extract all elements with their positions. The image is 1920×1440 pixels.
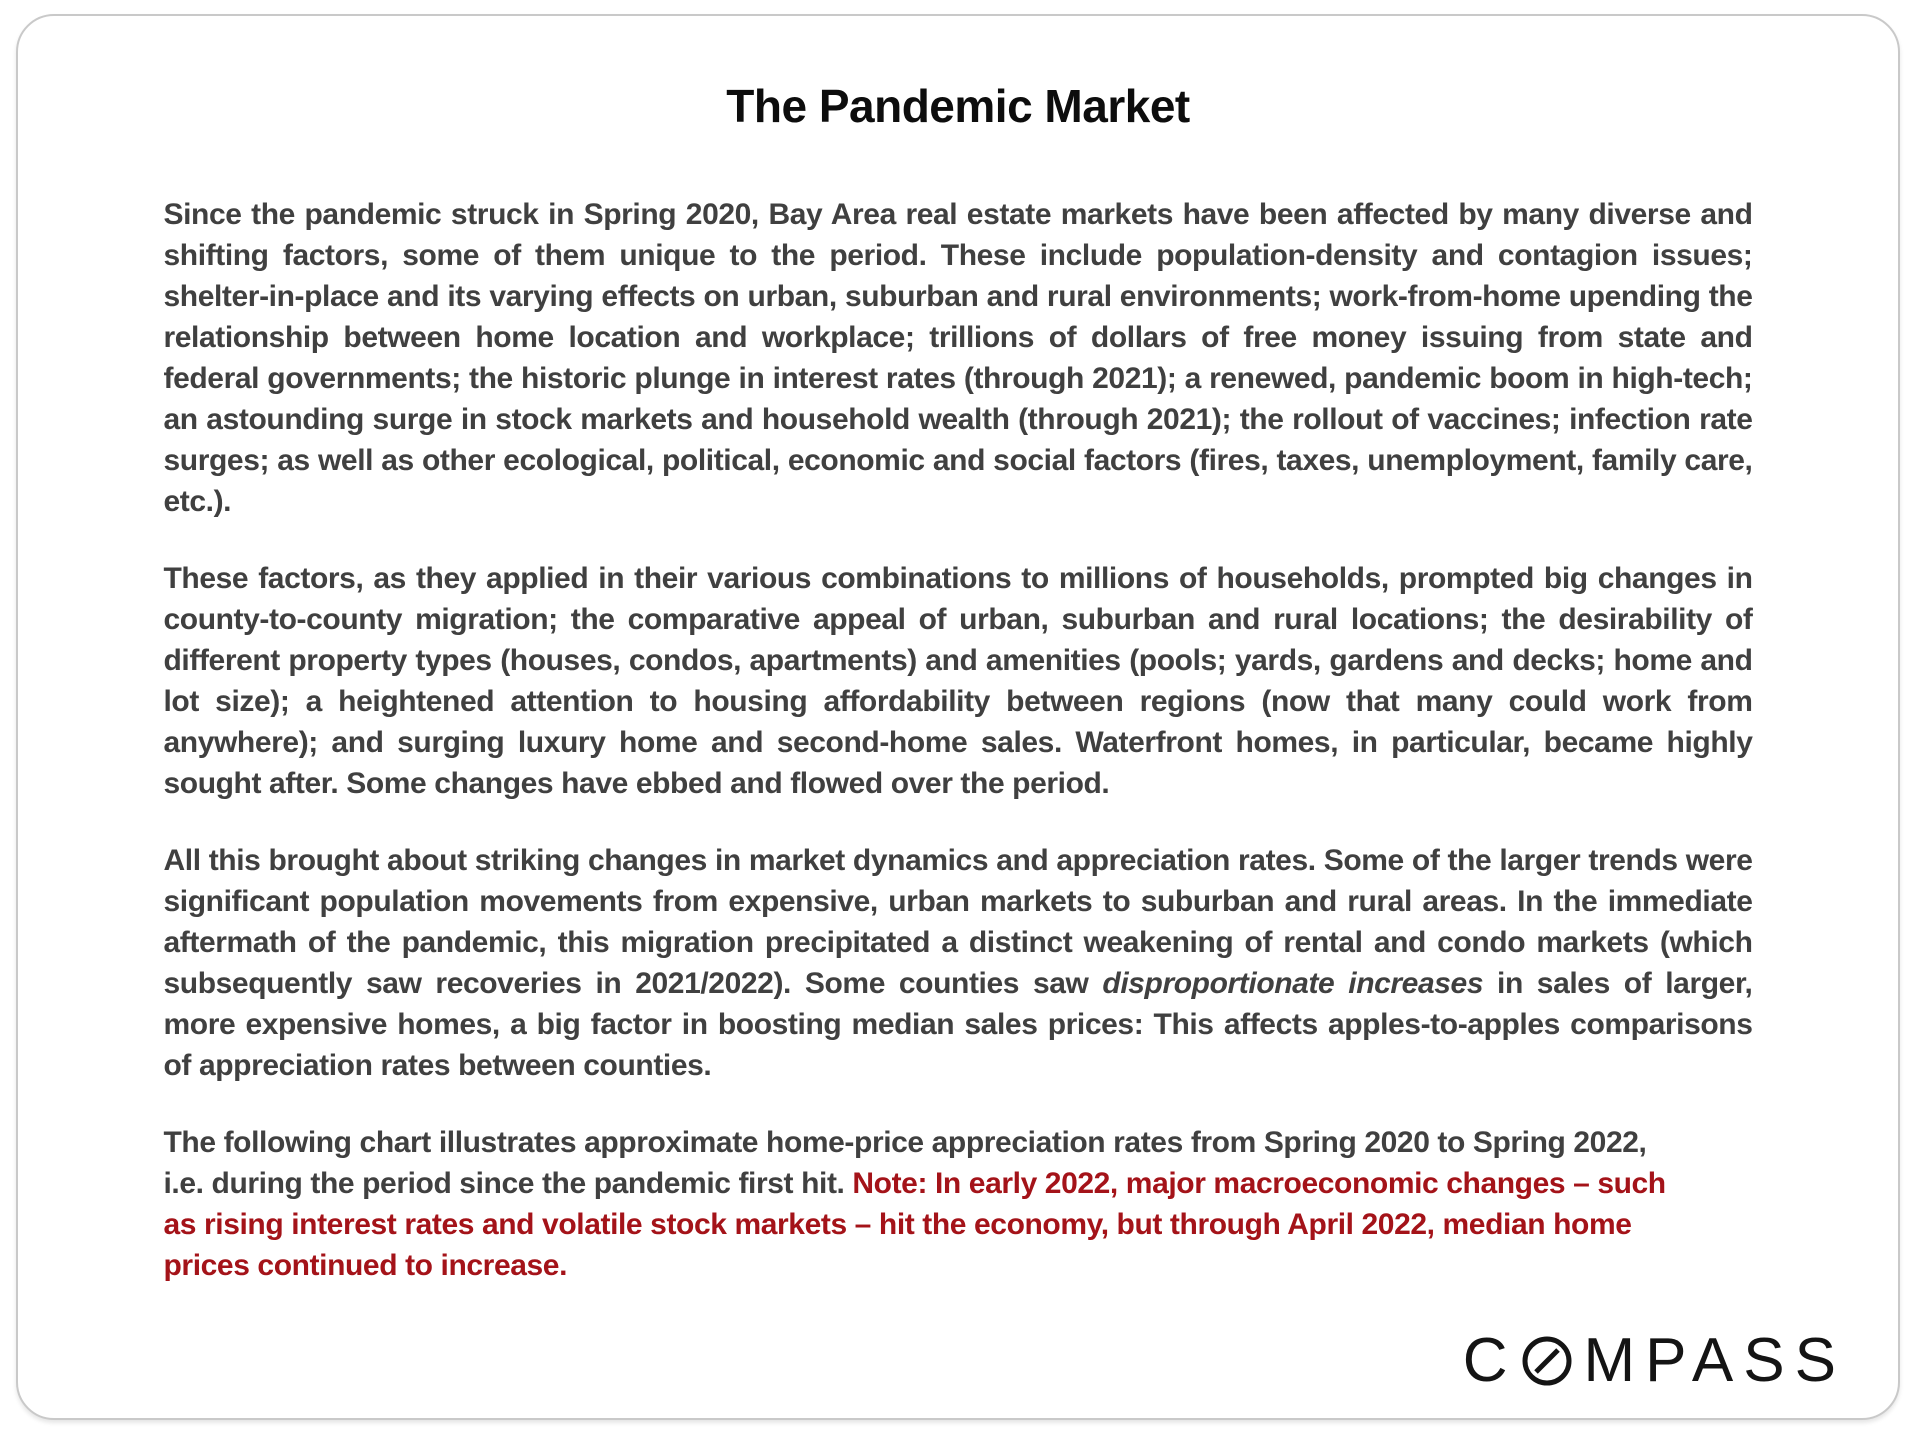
compass-needle-icon (1520, 1334, 1574, 1388)
paragraph-3-text-end: in sales of larger, more expensive homes, a big factor in boosting median sales prices: This affects apples-to-apples comparisons of appreciation rates between counties. (163, 967, 1753, 1082)
slide-content (164, 16, 1753, 1286)
paragraph-2-text: These factors, as they applied in their various combinations to millions of households, prompted big changes in county-to-county migration; the comparative appeal of urban, suburban and rural locations; the desirability of different property types (houses, condos, apartments) and amenities (pools; yards, gardens and decks; home and lot size); a heightened attention to housing affordability between regions (now that many could work from anywhere); and surging luxury home and second-home sales. Waterfront homes, in particular, became highly sought after. Some changes have ebbed and flowed over the period. (163, 562, 1753, 800)
paragraph-3-italic-phrase: disproportionate increases (1102, 967, 1484, 1000)
page-title: The Pandemic Market (726, 80, 1190, 132)
slide-card (16, 14, 1900, 1420)
logo-letters-mpass: MPASS (1583, 1326, 1846, 1395)
paragraph-pandemic-factors (164, 194, 1753, 522)
paragraph-3-text-start: All this brought about striking changes in market dynamics and appreciation rates. Some of the larger trends were significant population movements from expensive, urban markets to suburban and rural areas. In the immediate aftermath of the pandemic, this migration precipitated a distinct weakening of rental and condo markets (which subsequently saw recoveries in 2021/2022). Some counties saw (163, 844, 1753, 1000)
logo-letter-c: C (1462, 1326, 1518, 1395)
paragraph-4-red-note: Note: In early 2022, major macroeconomic changes – such as rising interest rates and volatile stock markets – hit the economy, but through April 2022, median home prices continued to increase. (163, 1167, 1666, 1282)
compass-logo (1462, 1326, 1846, 1395)
paragraph-market-dynamics (164, 840, 1753, 1086)
paragraph-4-text-start: The following chart illustrates approximate home-price appreciation rates from Spring 2020 to Spring 2022, i.e. during the period since the pandemic first hit. (163, 1126, 1647, 1200)
paragraph-chart-intro (164, 1122, 1669, 1286)
paragraph-1-text: Since the pandemic struck in Spring 2020, Bay Area real estate markets have been affected by many diverse and shifting factors, some of them unique to the period. These include population-density and contagion issues; shelter-in-place and its varying effects on urban, suburban and rural environments; work-from-home upending the relationship between home location and workplace; trillions of dollars of free money issuing from state and federal governments; the historic plunge in interest rates (through 2021); a renewed, pandemic boom in high-tech; an astounding surge in stock markets and household wealth (through 2021); the rollout of vaccines; infection rate surges; as well as other ecological, political, economic and social factors (fires, taxes, unemployment, family care, etc.). (163, 198, 1753, 518)
paragraph-household-changes (164, 558, 1753, 804)
